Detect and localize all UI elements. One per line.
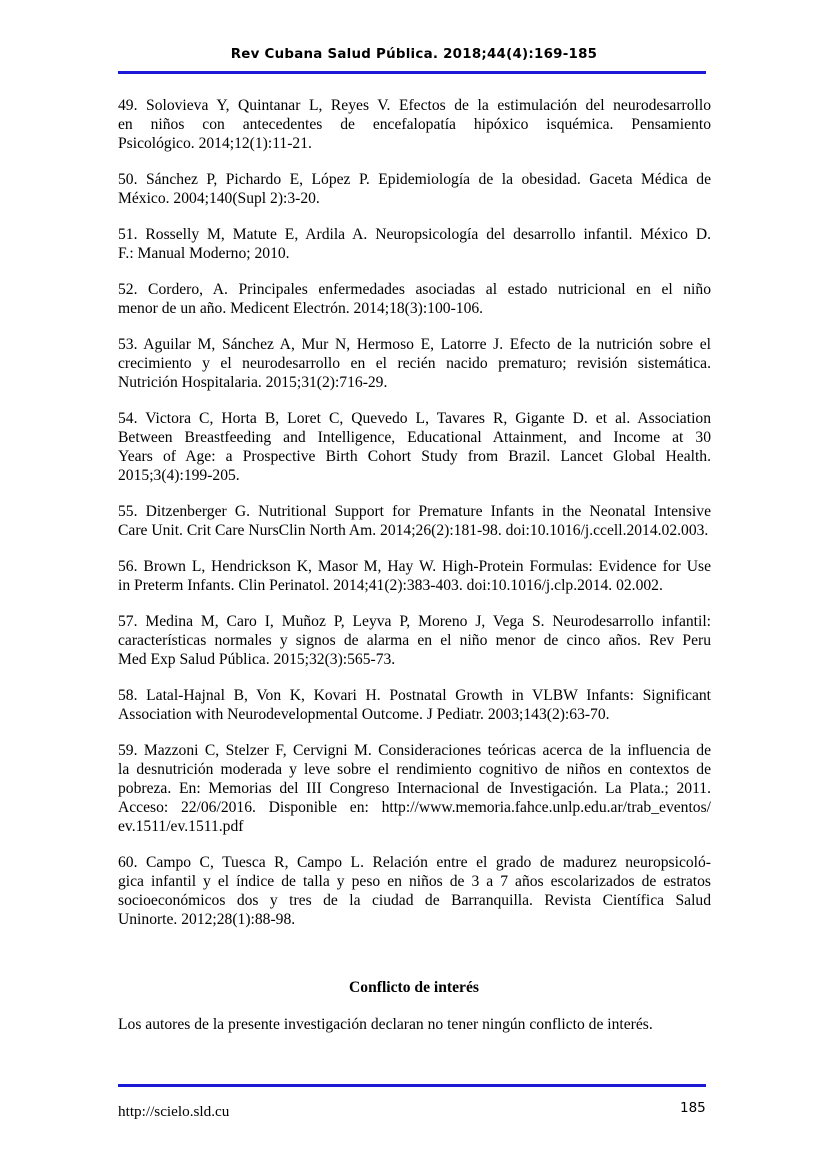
footer-rule	[118, 1084, 706, 1087]
reference-entry	[118, 96, 711, 153]
footer-url-link[interactable]: http://scielo.sld.cu	[118, 1103, 230, 1120]
reference-line: 55. Ditzenberger G. Nutritional Support for Premature Infants in the Neonatal Intensive	[118, 503, 711, 520]
reference-line: México. 2004;140(Supl 2):3-20.	[118, 190, 320, 207]
reference-line: Nutrición Hospitalaria. 2015;31(2):716-29.	[118, 374, 388, 391]
reference-line: Years of Age: a Prospective Birth Cohort Study from Brazil. Lancet Global Health.	[118, 448, 711, 465]
reference-line: gica infantil y el índice de talla y peso en niños de 3 a 7 años escolarizados de estratos	[118, 873, 711, 890]
reference-line: crecimiento y el neurodesarrollo en el recién nacido prematuro; revisión sistemática.	[118, 355, 711, 372]
reference-entry	[118, 409, 711, 485]
reference-entry	[118, 686, 711, 724]
reference-entry	[118, 741, 711, 836]
reference-line: Care Unit. Crit Care NursClin North Am. 2014;26(2):181-98. doi:10.1016/j.ccell.2014.02.003.	[118, 522, 709, 539]
reference-line: 60. Campo C, Tuesca R, Campo L. Relación entre el grado de madurez neuropsicoló-	[118, 854, 711, 871]
header-rule	[118, 71, 706, 74]
reference-line: in Preterm Infants. Clin Perinatol. 2014;41(2):383-403. doi:10.1016/j.clp.2014. 02.002.	[118, 577, 663, 594]
reference-line: 51. Rosselly M, Matute E, Ardila A. Neuropsicología del desarrollo infantil. México D.	[118, 226, 711, 243]
reference-line: 52. Cordero, A. Principales enfermedades asociadas al estado nutricional en el niño	[118, 281, 711, 298]
reference-line: Uninorte. 2012;28(1):88-98.	[118, 911, 296, 928]
reference-line: Acceso: 22/06/2016. Disponible en: http://www.memoria.fahce.unlp.edu.ar/trab_eventos/	[118, 799, 711, 816]
journal-header-title: Rev Cubana Salud Pública. 2018;44(4):169-185	[230, 47, 598, 62]
reference-line: 53. Aguilar M, Sánchez A, Mur N, Hermoso E, Latorre J. Efecto de la nutrición sobre el	[118, 336, 711, 353]
reference-line: 2015;3(4):199-205.	[118, 467, 240, 484]
page-number: 185	[680, 1100, 706, 1116]
reference-line: menor de un año. Medicent Electrón. 2014;18(3):100-106.	[118, 300, 484, 317]
reference-line: Psicológico. 2014;12(1):11-21.	[118, 135, 312, 152]
reference-entry	[118, 170, 711, 208]
reference-line: 50. Sánchez P, Pichardo E, López P. Epidemiología de la obesidad. Gaceta Médica de	[118, 171, 711, 188]
reference-line: características normales y signos de alarma en el niño menor de cinco años. Rev Peru	[118, 632, 711, 649]
conflict-heading: Conflicto de interés	[349, 979, 479, 996]
reference-line: 54. Victora C, Horta B, Loret C, Quevedo L, Tavares R, Gigante D. et al. Association	[118, 410, 711, 427]
reference-entry	[118, 225, 711, 263]
reference-line: Association with Neurodevelopmental Outcome. J Pediatr. 2003;143(2):63-70.	[118, 706, 610, 723]
reference-entry	[118, 280, 711, 318]
reference-line: pobreza. En: Memorias del III Congreso Internacional de Investigación. La Plata.; 2011.	[118, 780, 711, 797]
reference-list	[118, 96, 711, 946]
reference-line: Med Exp Salud Pública. 2015;32(3):565-73.	[118, 651, 396, 668]
reference-line: ev.1511/ev.1511.pdf	[118, 818, 244, 835]
reference-line: 59. Mazzoni C, Stelzer F, Cervigni M. Consideraciones teóricas acerca de la influencia de	[118, 742, 711, 759]
reference-line: socioeconómicos dos y tres de la ciudad de Barranquilla. Revista Científica Salud	[118, 892, 711, 909]
reference-line: en niños con antecedentes de encefalopatía hipóxico isquémica. Pensamiento	[118, 116, 711, 133]
reference-line: F.: Manual Moderno; 2010.	[118, 245, 290, 262]
reference-line: Between Breastfeeding and Intelligence, Educational Attainment, and Income at 30	[118, 429, 711, 446]
reference-entry	[118, 502, 711, 540]
reference-line: 56. Brown L, Hendrickson K, Masor M, Hay W. High-Protein Formulas: Evidence for Use	[118, 558, 711, 575]
reference-entry	[118, 335, 711, 392]
reference-entry	[118, 853, 711, 929]
reference-line: la desnutrición moderada y leve sobre el rendimiento cognitivo de niños en contextos de	[118, 761, 711, 778]
reference-line: 57. Medina M, Caro I, Muñoz P, Leyva P, Moreno J, Vega S. Neurodesarrollo infantil:	[118, 613, 711, 630]
conflict-statement: Los autores de la presente investigación declaran no tener ningún conflicto de interés.	[118, 1016, 653, 1033]
reference-entry	[118, 557, 711, 595]
reference-line: 58. Latal-Hajnal B, Von K, Kovari H. Postnatal Growth in VLBW Infants: Significant	[118, 687, 711, 704]
reference-line: 49. Solovieva Y, Quintanar L, Reyes V. Efectos de la estimulación del neurodesarrollo	[118, 97, 711, 114]
reference-entry	[118, 612, 711, 669]
